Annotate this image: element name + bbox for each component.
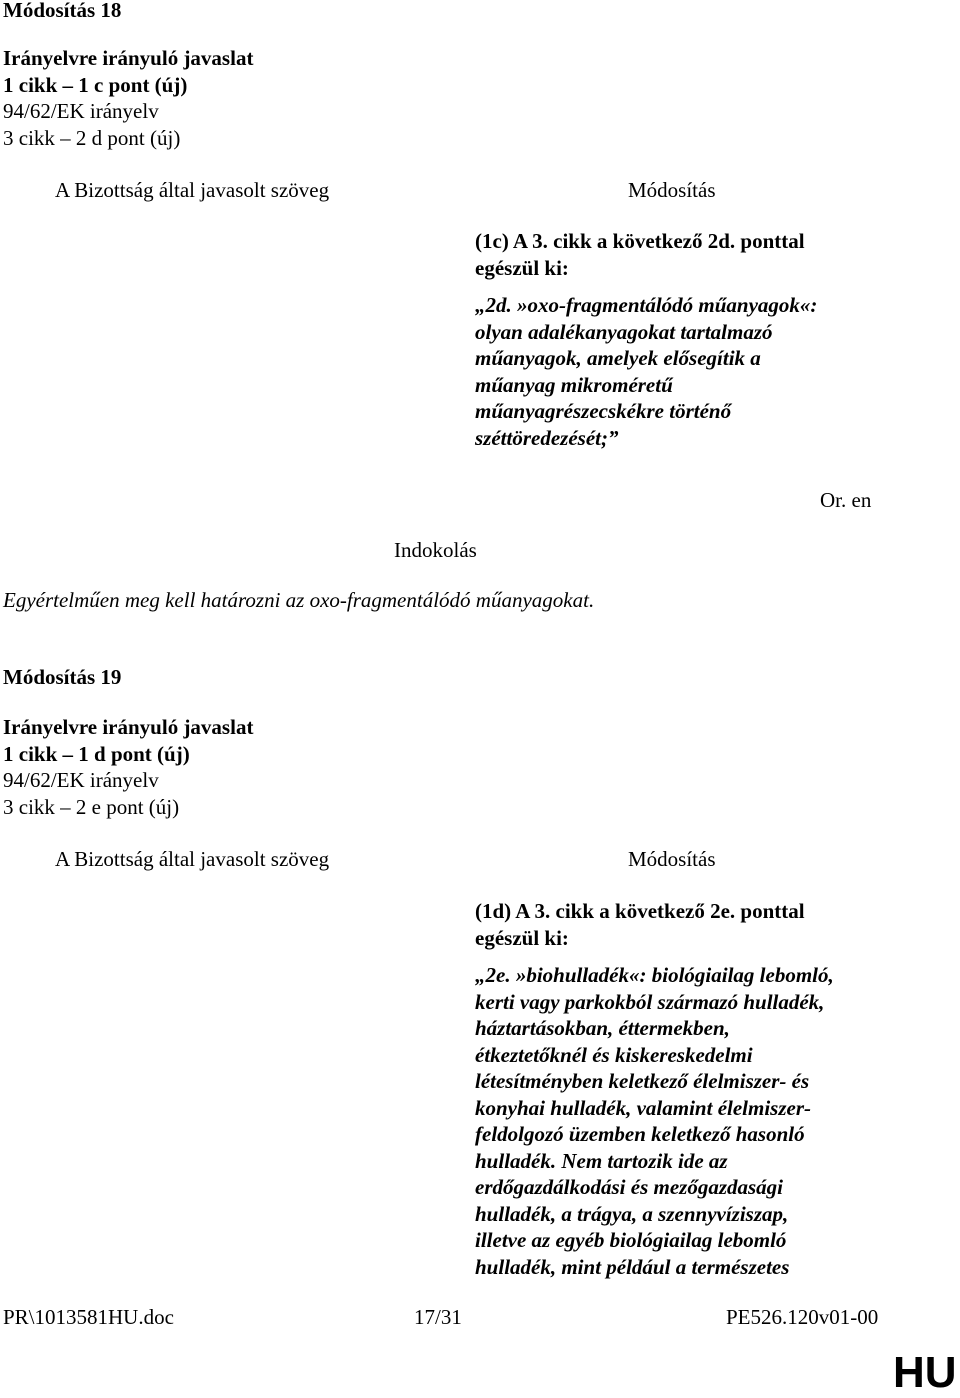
- footer-doc-reference: PR\1013581HU.doc: [3, 1305, 174, 1329]
- amendment-text-line: műanyagok, amelyek elősegítik a: [475, 346, 761, 370]
- intro-line: egészül ki:: [475, 255, 569, 280]
- original-language: Or. en: [820, 488, 872, 512]
- justification-heading: Indokolás: [394, 538, 477, 562]
- amendment-text-line: étkeztetőknél és kiskereskedelmi: [475, 1042, 753, 1067]
- amendment-text-line: létesítményben keletkező élelmiszer- és: [475, 1069, 810, 1093]
- amendment-text-line: erdőgazdálkodási és mezőgazdasági: [475, 1175, 784, 1199]
- amendment-text-line: feldolgozó üzemben keletkező hasonló: [475, 1122, 805, 1146]
- amendment-text-line: háztartásokban, éttermekben,: [475, 1016, 730, 1040]
- amendment-18-reference: [3, 45, 253, 151]
- amendment-text-line: olyan adalékanyagokat tartalmazó: [475, 319, 773, 344]
- reference-line: 1 cikk – 1 d pont (új): [3, 741, 190, 766]
- amendment-text-line: hulladék, mint például a természetes: [475, 1254, 790, 1279]
- amendment-19-reference: [3, 714, 253, 820]
- commission-text-header: A Bizottság által javasolt szöveg: [55, 178, 330, 202]
- intro-line: (1d) A 3. cikk a következő 2e. ponttal: [475, 899, 805, 923]
- amendment-text-line: műanyag mikroméretű: [475, 372, 673, 397]
- amendment-text-line: hulladék, a trágya, a szennyvíziszap,: [475, 1201, 789, 1226]
- amendment-text-line: konyhai hulladék, valamint élelmiszer-: [475, 1095, 812, 1120]
- amendment-text-line: műanyagrészecskékre történő: [475, 399, 732, 423]
- language-code-badge: HU: [893, 1348, 957, 1397]
- amendment-column-header: Módosítás: [628, 178, 716, 202]
- amendment-18-body: [475, 228, 817, 451]
- reference-line: 94/62/EK irányelv: [3, 99, 159, 123]
- justification-text: Egyértelműen meg kell határozni az oxo-fragmentálódó műanyagokat.: [3, 588, 595, 612]
- amendment-text-line: hulladék. Nem tartozik ide az: [475, 1148, 728, 1173]
- amendment-text-line: kerti vagy parkokból származó hulladék,: [475, 989, 825, 1014]
- footer-page-number: 17/31: [414, 1305, 462, 1329]
- intro-line: (1c) A 3. cikk a következő 2d. ponttal: [475, 229, 805, 253]
- amendment-19-body: [475, 898, 834, 1280]
- amendment-text-line: „2e. »biohulladék«: biológiailag lebomló,: [475, 963, 834, 987]
- amendment-text-line: széttöredezését;”: [475, 425, 619, 450]
- amendment-column-header: Módosítás: [628, 847, 716, 871]
- reference-line: 3 cikk – 2 e pont (új): [3, 794, 180, 819]
- reference-line: Irányelvre irányuló javaslat: [3, 46, 254, 70]
- amendment-19-title: Módosítás 19: [3, 665, 122, 689]
- amendment-18-title: Módosítás 18: [3, 0, 122, 22]
- commission-text-header: A Bizottság által javasolt szöveg: [55, 847, 330, 871]
- amendment-text-line: illetve az egyéb biológiailag lebomló: [475, 1228, 787, 1252]
- footer-pe-reference: PE526.120v01-00: [726, 1305, 879, 1329]
- reference-line: 1 cikk – 1 c pont (új): [3, 72, 188, 97]
- amendment-text-line: „2d. »oxo-fragmentálódó műanyagok«:: [475, 293, 818, 317]
- reference-line: Irányelvre irányuló javaslat: [3, 715, 254, 739]
- intro-line: egészül ki:: [475, 925, 569, 950]
- reference-line: 94/62/EK irányelv: [3, 768, 159, 792]
- reference-line: 3 cikk – 2 d pont (új): [3, 125, 181, 150]
